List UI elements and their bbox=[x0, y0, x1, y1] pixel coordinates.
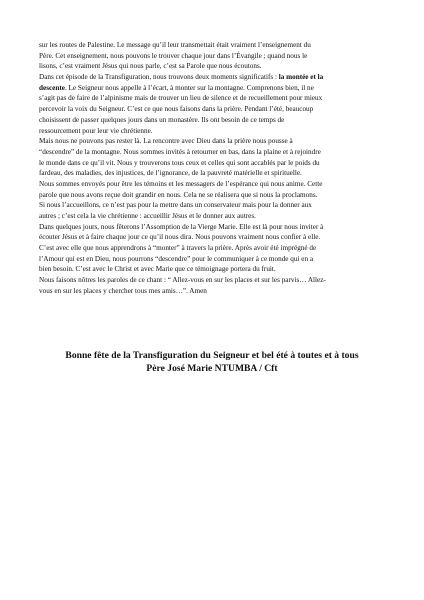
text-run: écouter Jésus et à faire chaque jour ce qu’il nous dira. Nous pouvons vraiment nous confier à elle. bbox=[39, 233, 321, 242]
text-line bbox=[39, 136, 389, 147]
text-run: . Le Seigneur nous appelle à l’écart, à monter sur la montagne. Comprenons bien, il ne bbox=[64, 83, 314, 92]
author-signature-line: Père José Marie NTUMBA / Cft bbox=[146, 362, 278, 374]
text-run: fardeau, des maladies, des injustices, de l’ignorance, de la pauvreté matérielle et spirituelle. bbox=[39, 169, 302, 178]
text-run: Si nous l’accueillons, ce n’est pas pour la mettre dans un conservateur mais pour la donner aux bbox=[39, 201, 312, 210]
text-line bbox=[39, 179, 389, 190]
text-line bbox=[39, 190, 389, 201]
text-run: Mais nous ne pouvons pas rester là. La rencontre avec Dieu dans la prière nous pousse à bbox=[39, 137, 293, 146]
text-line bbox=[39, 275, 389, 286]
text-run: choisissent de passer quelques jours dans un monastère. Ils ont besoin de ce temps de bbox=[39, 115, 285, 124]
text-run: Dans quelques jours, nous fêterons l’Assomption de la Vierge Marie. Elle est là pour nous inviter à bbox=[39, 222, 324, 231]
body-text bbox=[39, 40, 389, 297]
text-line bbox=[39, 286, 389, 297]
text-line bbox=[39, 40, 389, 51]
text-run: le monde dans ce qu’il vit. Nous y trouverons tous ceux et celles qui sont accablés par le poids du bbox=[39, 158, 320, 167]
text-line bbox=[39, 232, 389, 243]
text-run: “descendre” de la montagne. Nous sommes invités à retourner en bas, dans la plaine et à rejoindre bbox=[39, 147, 321, 156]
text-line bbox=[39, 83, 389, 94]
closing-greeting: Bonne fête de la Transfiguration du Seigneur et bel été à toutes et à tous bbox=[65, 350, 359, 361]
text-line bbox=[39, 158, 389, 169]
text-line bbox=[39, 72, 389, 83]
text-line bbox=[39, 61, 389, 72]
text-run: Nous sommes envoyés pour être les témoins et les messagers de l’espérance qui nous anime. Cette bbox=[39, 179, 323, 188]
text-line bbox=[39, 254, 389, 265]
text-line bbox=[39, 243, 389, 254]
text-run: Dans cet épisode de la Transfiguration, nous trouvons deux moments significatifs : bbox=[39, 73, 279, 82]
text-run: vous en sur les places y chercher tous mes amis…”. Amen bbox=[39, 286, 207, 295]
text-line bbox=[39, 264, 389, 275]
text-run: ressourcement pour leur vie chrétienne. bbox=[39, 126, 153, 135]
text-line bbox=[39, 115, 389, 126]
text-run: l’Amour qui est en Dieu, nous pourrons “descendre” pour le communiquer à ce monde qui en a bbox=[39, 254, 314, 263]
text-run: sur les routes de Palestine. Le message qu’il leur transmettait était vraiment l’enseignement du bbox=[39, 41, 311, 49]
text-run: s’agit pas de faire de l’alpinisme mais de trouver un lieu de silence et de recueillement pour mieux bbox=[39, 94, 323, 103]
closing-block bbox=[20, 350, 404, 375]
text-run: lisons, c’est vraiment Jésus qui nous parle, c’est sa Parole que nous écoutons. bbox=[39, 62, 262, 71]
text-line bbox=[39, 222, 389, 233]
text-line bbox=[39, 104, 389, 115]
text-run: autres ; c’est cela la vie chrétienne : accueillir Jésus et le donner aux autres. bbox=[39, 212, 256, 220]
text-line bbox=[39, 51, 389, 62]
text-run: percevoir la voix du Seigneur. C’est ce que nous faisons dans la prière. Pendant l’été, beaucoup bbox=[39, 105, 314, 114]
text-line bbox=[39, 211, 389, 222]
text-line bbox=[39, 93, 389, 104]
text-run: C’est avec elle que nous apprendrons à “monter” à travers la prière. Après avoir été imprégné de bbox=[39, 244, 317, 253]
text-line bbox=[39, 200, 389, 211]
text-line bbox=[39, 126, 389, 137]
text-run: Père. Cet enseignement, nous pouvons le trouver chaque jour dans l’Évangile ; quand nous le bbox=[39, 51, 308, 60]
text-line bbox=[39, 147, 389, 158]
text-run: Nous faisons nôtres les paroles de ce chant : “ Allez-vous en sur les places et sur les parvis… Allez- bbox=[39, 276, 326, 285]
bold-text-run: descente bbox=[39, 83, 65, 92]
text-run: parole que nous avons reçue doit grandir en nous. Cela ne se réalisera que si nous la proclamons. bbox=[39, 190, 318, 199]
bold-text-run: la montée et la bbox=[278, 73, 324, 82]
text-line bbox=[39, 168, 389, 179]
text-run: bien besoin. C’est avec le Christ et avec Marie que ce témoignage portera du fruit. bbox=[39, 265, 276, 274]
